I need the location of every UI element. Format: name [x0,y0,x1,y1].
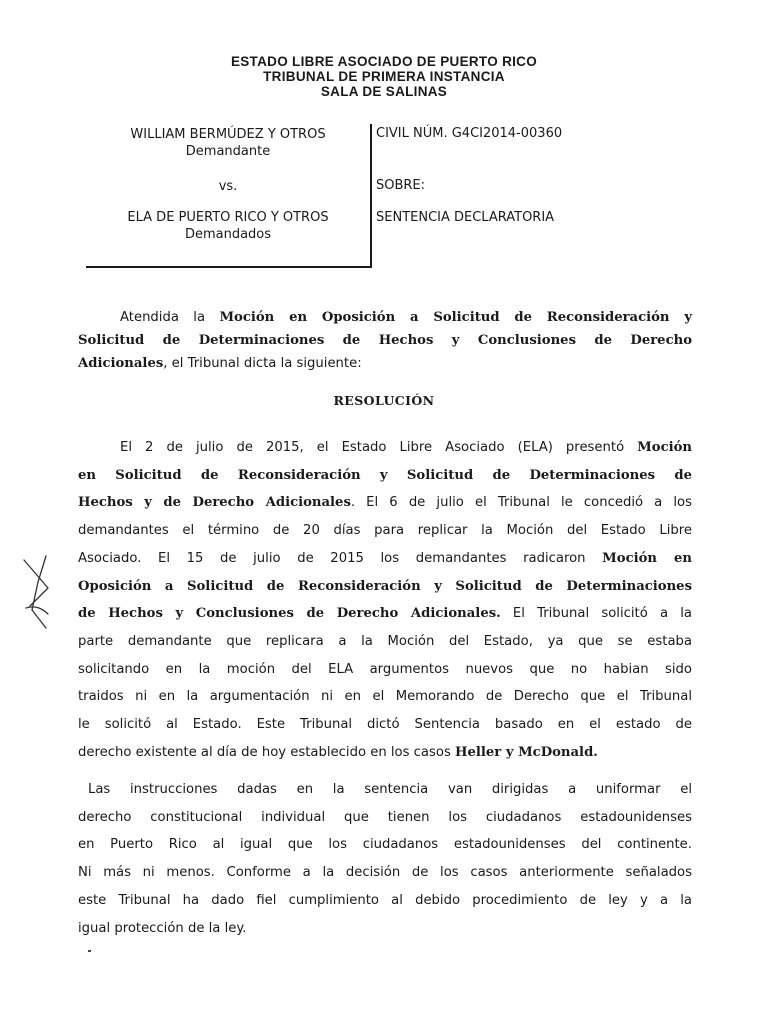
body-paragraph-1 [78,434,692,766]
body1-bold: Hechos y de Derecho Adicionales [78,495,351,511]
body2-line: derecho constitucional individual que tienen los ciudadanos estadounidenses [78,809,692,825]
intro-motion-title-end: Adicionales [78,356,164,371]
body1-bold: Heller y McDonald. [455,744,598,760]
versus-label: vs. [218,179,238,194]
intro-motion-title-cont: Solicitud de Determinaciones de Hechos y Conclusiones de Derecho [78,333,692,348]
body2-line: este Tribunal ha dado fiel cumplimiento al debido procedimiento de ley y a la [78,892,692,908]
body1-line: traidos ni en la argumentación ni en el Memorando de Derecho que el Tribunal [78,689,692,705]
body2-line: igual protección de la ley. [78,920,247,936]
body1-line: Asociado. El 15 de julio de 2015 los demandantes radicaron [78,550,603,566]
body2-line: Ni más ni menos. Conforme a la decisión de los casos anteriormente señalados [78,865,692,881]
body1-line: solicitando en la moción del ELA argumentos nuevos que no habian sido [78,661,692,677]
body1-line: parte demandante que replicara a la Moción del Estado, ya que se estaba [78,633,692,649]
header-line-1: ESTADO LIBRE ASOCIADO DE PUERTO RICO [230,54,538,69]
initials-mark [18,548,58,638]
scan-speck [88,950,91,952]
case-number: CIVIL NÚM. G4CI2014-00360 [376,126,563,141]
body1-bold: Moción en [602,550,692,566]
body1-line: El Tribunal solicitó a la [500,606,692,622]
plaintiff-role: Demandante [185,144,271,159]
body1-line: . El 6 de julio el Tribunal le concedió a los [350,495,692,511]
court-header [0,54,768,99]
body1-line: derecho existente al día de hoy establecido en los casos [78,744,456,760]
intro-motion-title: Moción en Oposición a Solicitud de Reconsideración y [219,310,692,325]
body1-bold: Oposición a Solicitud de Reconsideración y Solicitud de Determinaciones [78,578,692,594]
case-caption-parties [86,126,370,243]
body1-bold: en Solicitud de Reconsideración y Solicitud de Determinaciones de [78,467,692,483]
caption-divider-vertical [370,124,372,268]
body1-line: demandantes el término de 20 días para replicar la Moción del Estado Libre [78,523,692,539]
intro-text: Atendida la [120,310,220,325]
body1-bold: Moción [637,440,692,455]
header-line-2: TRIBUNAL DE PRIMERA INSTANCIA [263,69,505,84]
body2-line: Las instrucciones dadas en la sentencia van dirigidas a uniformar el [88,782,692,797]
plaintiff-name: WILLIAM BERMÚDEZ Y OTROS [130,127,326,142]
body1-line: El 2 de julio de 2015, el Estado Libre Asociado (ELA) presentó [120,440,638,455]
document-title: RESOLUCIÓN [333,393,435,408]
body1-line: le solicitó al Estado. Este Tribunal dictó Sentencia basado en el estado de [78,717,692,733]
intro-text-end: , el Tribunal dicta la siguiente: [163,356,362,371]
header-line-3: SALA DE SALINAS [320,84,448,99]
sobre-label: SOBRE: [376,178,426,193]
body1-bold: de Hechos y Conclusiones de Derecho Adicionales. [78,606,501,622]
body-paragraph-2 [78,776,692,942]
defendant-role: Demandados [184,227,272,242]
case-subject: SENTENCIA DECLARATORIA [376,210,555,225]
body2-line: en Puerto Rico al igual que los ciudadanos estadounidenses del continente. [78,837,692,853]
defendant-name: ELA DE PUERTO RICO Y OTROS [127,210,329,225]
caption-divider-horizontal [86,266,371,268]
intro-paragraph [78,306,692,375]
